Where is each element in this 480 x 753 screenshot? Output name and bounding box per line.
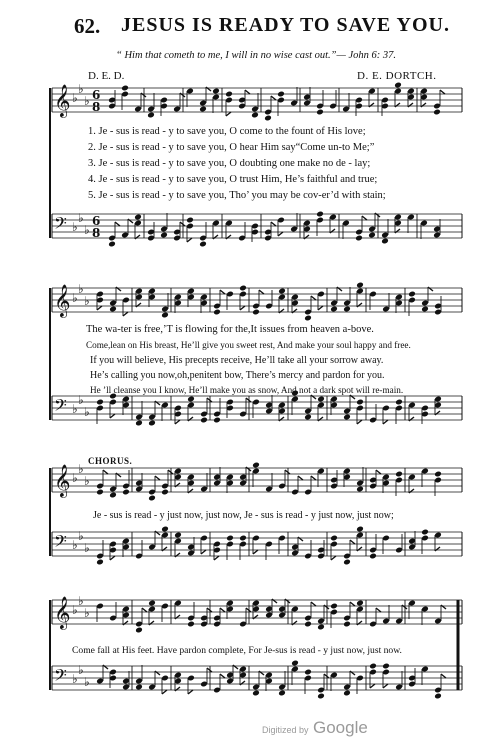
verse-line-2: 2. Je - sus is read - y to save you, O hear Him say“Come un-to Me;” — [88, 142, 375, 153]
system-4-bass-clef: 𝄢 — [54, 665, 67, 689]
scripture-epigraph: “ Him that cometh to me, I will in no wise cast out.”— John 6: 37. — [116, 50, 396, 61]
refrain-line-1: The wa-ter is free,’T is flowing for the,It issues from heaven a-bove. — [86, 324, 374, 335]
system-3-bass-flag — [110, 556, 115, 560]
system-3-treble-note — [122, 489, 130, 496]
system-3-treble-flag — [376, 470, 381, 474]
system-1-treble-clef: 𝄞 — [54, 84, 71, 117]
system-1-bass-key: ♭ — [72, 220, 78, 234]
system-2-treble-flag — [318, 306, 323, 310]
system-1-bass-flag — [362, 216, 367, 220]
system-3-treble-flag — [168, 470, 173, 474]
system-3-treble-flag — [285, 470, 290, 474]
system-3-treble-clef: 𝄞 — [54, 464, 71, 497]
system-2-bass-note — [200, 417, 208, 424]
system-3-bass-note — [330, 535, 338, 542]
system-4-bass-flag — [324, 674, 329, 678]
system-2-treble-key: ♭ — [72, 291, 78, 305]
system-4-treble-flag — [220, 608, 225, 612]
system-2-treble-flag — [259, 290, 264, 294]
system-3-treble-note — [109, 492, 117, 499]
system-3-bass-key: ♭ — [84, 541, 90, 555]
system-4-treble-note — [330, 603, 338, 610]
system-2-treble-key: ♭ — [84, 294, 90, 308]
system-1-bass-note — [316, 211, 324, 218]
system-1-bass-flag — [278, 232, 283, 236]
system-4-bass-flag — [188, 690, 193, 694]
system-2-bass-note — [343, 414, 351, 421]
system-2-bass-flag — [207, 398, 212, 402]
system-4-bass-flag — [175, 687, 180, 691]
system-3-treble-key: ♭ — [78, 462, 84, 476]
system-4-treble-flag — [207, 608, 212, 612]
system-4-treble-note — [135, 627, 143, 634]
system-2-bass-flag — [383, 420, 388, 424]
system-4-bass-flag — [220, 674, 225, 678]
system-3-bass-key: ♭ — [78, 529, 84, 543]
system-3-bass-key: ♭ — [72, 538, 78, 552]
system-3-treble-flag — [155, 476, 160, 480]
verse-line-3: 3. Je - sus is read - y to save you, O doubting one make no de - lay; — [88, 158, 371, 169]
system-4-treble-flag — [142, 608, 147, 612]
author-credit: D. E. DORTCH. — [357, 70, 437, 82]
system-1-bass-key: ♭ — [84, 223, 90, 237]
system-2-treble-note — [408, 291, 416, 298]
system-2-bass-key: ♭ — [72, 402, 78, 416]
system-2-treble-flag — [311, 296, 316, 300]
system-1-treble-note — [212, 88, 220, 95]
hymn-title: JESUS IS READY TO SAVE YOU. — [121, 14, 450, 36]
system-2-bass-note — [356, 399, 364, 406]
system-3-treble-key: ♭ — [72, 471, 78, 485]
system-2-treble-flag — [97, 306, 102, 310]
system-3-treble-flag — [298, 476, 303, 480]
system-3-bass-clef: 𝄢 — [54, 531, 67, 555]
verse-line-5: 5. Je - sus is read - y to save you, Tho’ you may be cov-er’d with stain; — [88, 190, 386, 201]
system-3-bass-note — [343, 559, 351, 566]
system-4-bass-note — [434, 693, 442, 700]
system-4-treble-key: ♭ — [78, 594, 84, 608]
system-1-bass-note — [368, 232, 376, 239]
system-3-treble-note — [161, 489, 169, 496]
system-1-treble-flag — [271, 96, 276, 100]
system-2-treble-flag — [240, 306, 245, 310]
system-1-treble-note — [225, 91, 233, 98]
system-2-treble-clef: 𝄞 — [54, 284, 71, 317]
system-4-bass-note — [278, 690, 286, 697]
system-3-bass-flag — [201, 550, 206, 554]
refrain-line-4: He’s calling you now,oh,penitent bow, There’s mercy and pardon for you. — [90, 370, 385, 381]
system-2-bass-note — [135, 420, 143, 427]
chorus-lyric-1: Je - sus is read - y just now, just now, Je - sus is read - y just now, just now; — [93, 510, 394, 521]
system-4-bass-key: ♭ — [84, 675, 90, 689]
system-1-bass-flag — [187, 238, 192, 242]
system-4-treble-flag — [175, 615, 180, 619]
hymn-number: 62. — [74, 14, 101, 38]
system-1-treble-key: ♭ — [84, 94, 90, 108]
system-3-bass-note — [239, 535, 247, 542]
system-3-treble-flag — [103, 470, 108, 474]
system-4-treble-flag — [253, 615, 258, 619]
system-3-bass-note — [226, 535, 234, 542]
system-3-bass-flag — [331, 556, 336, 560]
system-1-treble-note — [251, 112, 259, 119]
system-3-bass-flag — [357, 547, 362, 551]
system-4-bass-flag — [383, 684, 388, 688]
system-4-bass-key: ♭ — [72, 672, 78, 686]
system-1-bass-flag — [271, 222, 276, 226]
system-3-bass-flag — [435, 547, 440, 551]
system-3-treble-note — [434, 471, 442, 478]
system-4-treble-clef: 𝄞 — [54, 596, 71, 629]
system-1-treble-note — [277, 91, 285, 98]
system-1-treble-note — [121, 85, 129, 92]
system-1-treble-note — [147, 112, 155, 119]
system-2-bass-note — [187, 396, 195, 403]
system-1-bass-note — [160, 232, 168, 239]
system-3-bass-flag — [350, 540, 355, 544]
system-3-bass-note — [96, 559, 104, 566]
system-3-bass-flag — [214, 556, 219, 560]
system-2-bass-key: ♭ — [84, 405, 90, 419]
system-2-bass-note — [395, 399, 403, 406]
system-3-bass-note — [161, 526, 169, 533]
system-3-bass-note — [421, 529, 429, 536]
system-1-treble-flag — [226, 112, 231, 116]
system-3-bass-flag — [162, 547, 167, 551]
system-2-treble-note — [278, 288, 286, 295]
system-1-bass-meter: 6 — [92, 214, 101, 228]
system-4-treble-note — [187, 621, 195, 628]
system-2-bass-flag — [175, 420, 180, 424]
system-4-bass-flag — [162, 690, 167, 694]
google-logo: Google — [312, 718, 368, 737]
verse-line-1: 1. Je - sus is read - y to save you, O come to the fount of His love; — [88, 126, 366, 137]
system-4-bass-note — [304, 669, 312, 676]
verse-line-4: 4. Je - sus is read - y to save you, O trust Him, He’s faithful and true; — [88, 174, 378, 185]
system-1-bass-meter: 8 — [92, 226, 101, 240]
system-1-treble-meter: 6 — [92, 88, 101, 102]
system-2-bass-note — [213, 417, 221, 424]
chorus-lyric-2: Come fall at His feet. Have pardon complete, For Je-sus is read - y just now, just now. — [72, 645, 402, 656]
system-2-bass-note — [96, 399, 104, 406]
system-1-treble-key: ♭ — [78, 82, 84, 96]
system-2-treble-note — [213, 309, 221, 316]
system-4-treble-note — [148, 600, 156, 607]
system-3-treble-flag — [311, 476, 316, 480]
system-1-bass-flag — [180, 222, 185, 226]
system-2-treble-flag — [220, 290, 225, 294]
system-2-bass-note — [148, 420, 156, 427]
system-1-bass-flag — [115, 222, 120, 226]
system-4-bass-note — [291, 660, 299, 667]
system-4-treble-key: ♭ — [72, 603, 78, 617]
system-4-bass-note — [317, 693, 325, 700]
refrain-line-5: He ’ll cleanse you I know, He’ll make you as snow, And not a dark spot will re-main. — [90, 385, 404, 395]
system-2-treble-note — [330, 306, 338, 313]
system-3-treble-key: ♭ — [84, 474, 90, 488]
system-2-bass-flag — [110, 414, 115, 418]
system-1-treble-flag — [245, 90, 250, 94]
system-2-treble-note — [304, 315, 312, 322]
refrain-line-3: If you will believe, His precepts receive, He’ll take all your sorrow away. — [90, 355, 384, 366]
system-4-treble-note — [317, 624, 325, 631]
system-2-bass-clef: 𝄢 — [54, 395, 67, 419]
system-3-bass-note — [369, 553, 377, 560]
system-2-bass-flag — [246, 398, 251, 402]
system-4-treble-flag — [357, 621, 362, 625]
system-1-bass-note — [355, 235, 363, 242]
system-4-bass-flag — [370, 684, 375, 688]
system-1-bass-note — [108, 241, 116, 248]
system-4-treble-flag — [350, 602, 355, 606]
system-4-bass-flag — [441, 674, 446, 678]
system-1-bass-clef: 𝄢 — [54, 213, 67, 237]
system-4-treble-key: ♭ — [84, 606, 90, 620]
system-3-treble-note — [252, 462, 260, 469]
system-2-bass-flag — [357, 420, 362, 424]
system-4-bass-flag — [240, 681, 245, 685]
watermark-prefix: Digitized by — [262, 725, 309, 735]
system-2-treble-note — [109, 306, 117, 313]
system-4-bass-key: ♭ — [78, 663, 84, 677]
system-2-treble-key: ♭ — [78, 282, 84, 296]
system-2-treble-note — [161, 312, 169, 319]
system-1-bass-note — [381, 238, 389, 245]
system-3-treble-note — [395, 471, 403, 478]
system-3-bass-note — [174, 532, 182, 539]
system-4-treble-flag — [246, 608, 251, 612]
system-1-treble-flag — [440, 90, 445, 94]
system-3-treble-note — [148, 495, 156, 502]
system-4-treble-flag — [376, 608, 381, 612]
system-2-treble-flag — [123, 312, 128, 316]
system-3-bass-flag — [253, 550, 258, 554]
system-1-treble-key: ♭ — [72, 91, 78, 105]
system-1-bass-note — [134, 214, 142, 221]
digitized-watermark — [262, 718, 368, 738]
system-2-bass-note — [304, 414, 312, 421]
system-2-treble-note — [239, 285, 247, 292]
system-1-treble-meter: 8 — [92, 100, 101, 114]
system-4-bass-note — [252, 690, 260, 697]
system-4-bass-flag — [207, 668, 212, 672]
system-2-bass-note — [317, 396, 325, 403]
system-1-bass-key: ♭ — [78, 211, 84, 225]
chorus-label: CHORUS. — [88, 456, 133, 466]
system-4-bass-note — [382, 663, 390, 670]
system-3-treble-note — [96, 489, 104, 496]
system-1-treble-note — [264, 115, 272, 122]
system-3-bass-note — [356, 526, 364, 533]
system-1-treble-note — [433, 109, 441, 116]
system-4-treble-note — [304, 621, 312, 628]
system-2-treble-note — [356, 282, 364, 289]
system-3-bass-flag — [175, 553, 180, 557]
system-2-bass-key: ♭ — [78, 393, 84, 407]
system-4-treble-flag — [123, 621, 128, 625]
system-1-bass-note — [199, 241, 207, 248]
system-1-bass-note — [186, 217, 194, 224]
system-4-treble-note — [343, 621, 351, 628]
system-4-treble-note — [356, 600, 364, 607]
system-3-treble-note — [356, 486, 364, 493]
refrain-line-2: Come,lean on His breast, He’ll give you sweet rest, And make your soul happy and free. — [86, 340, 411, 350]
system-4-bass-note — [369, 663, 377, 670]
system-4-treble-flag — [292, 621, 297, 625]
system-1-treble-note — [199, 106, 207, 113]
system-2-treble-note — [421, 306, 429, 313]
system-4-treble-flag — [149, 621, 154, 625]
system-2-treble-note — [343, 306, 351, 313]
system-1-treble-note — [316, 109, 324, 116]
system-4-bass-note — [135, 684, 143, 691]
system-2-treble-note — [252, 309, 260, 316]
meter-credit: D. E. D. — [88, 70, 125, 82]
system-1-treble-note — [394, 82, 402, 89]
system-4-treble-flag — [311, 602, 316, 606]
system-4-bass-note — [343, 690, 351, 697]
